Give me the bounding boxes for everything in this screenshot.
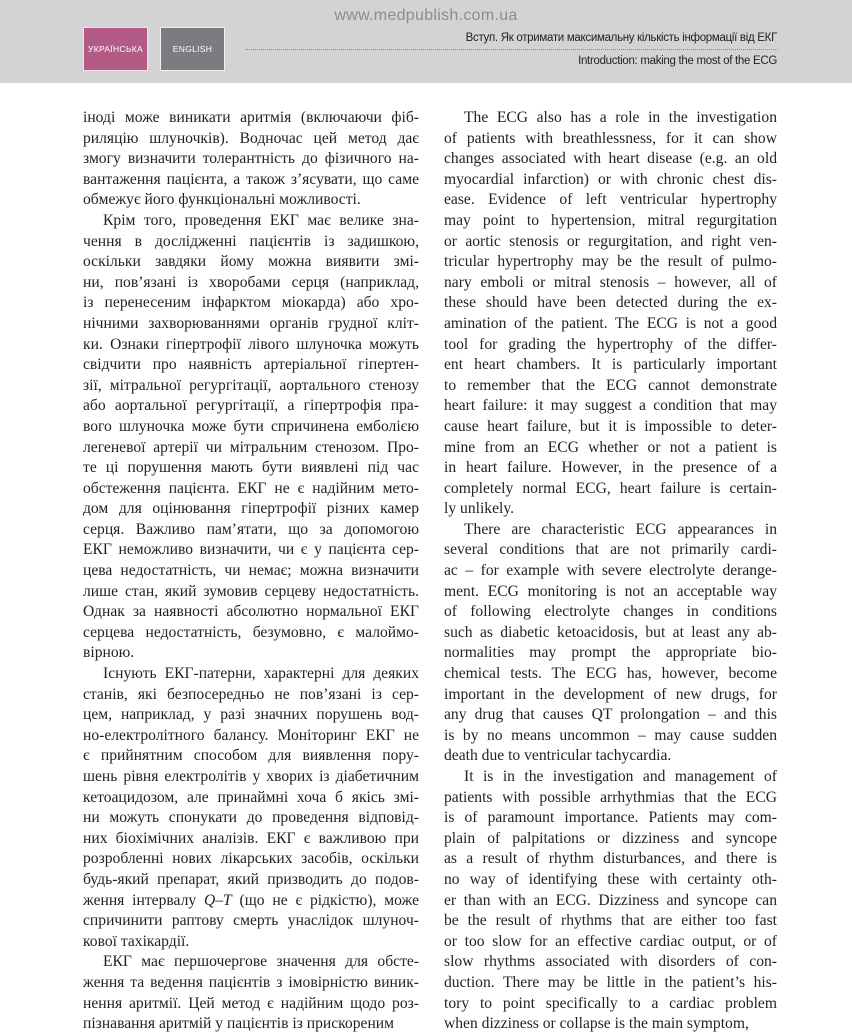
text-line: є прийнятним способом для виявлення пору- xyxy=(83,747,419,765)
text-line: be the result of rhythms that are either too fast xyxy=(444,912,777,930)
text-line: ease. Evidence of left ventricular hypertrophy xyxy=(444,191,777,209)
text-line: ки. Ознаки гіпертрофії лівого шлуночка можуть xyxy=(83,335,419,353)
text-line: оскільки завдяки йому можна виявити змі- xyxy=(83,253,419,271)
text-line: no way of identifying these with certainty oth- xyxy=(444,870,777,888)
text-line: спричинити раптову смерть унаслідок шлуноч- xyxy=(83,912,419,930)
text-line: these should have been detected during the ex- xyxy=(444,294,777,312)
text-line: normalities may prompt the appropriate bio- xyxy=(444,644,777,662)
text-line: вірною. xyxy=(83,644,135,662)
text-line: is of paramount importance. Patients may com- xyxy=(444,809,777,827)
text-line: нення аритмії. Цей метод є надійним щодо роз- xyxy=(83,994,419,1012)
text-line: important in the development of new drugs, for xyxy=(444,685,777,703)
text-line: шень рівня електролітів у хворих із діабетичним xyxy=(83,768,419,785)
language-button-english[interactable]: ENGLISH xyxy=(160,27,225,71)
text-line: ження інтервалу Q–T (що не є рідкістю), може xyxy=(83,891,419,909)
text-line: них біохімічних аналізів. ЕКГ є важливою при xyxy=(83,829,419,847)
text-line: ent heart chambers. It is particularly important xyxy=(444,356,777,374)
text-line: of following electrolyte changes in conditions xyxy=(444,603,777,621)
text-line: or too slow for an effective cardiac output, or of xyxy=(444,932,777,950)
text-line: as a result of rhythm disturbances, and there is xyxy=(444,850,777,868)
text-line: changes associated with heart disease (e.g. an old xyxy=(444,150,777,168)
text-line: to remember that the ECG cannot demonstrate xyxy=(444,376,777,394)
english-text-column xyxy=(444,108,777,1035)
text-line: кетоацидозом, але принаймні хоча б якісь змі- xyxy=(83,788,419,806)
text-line: серця. Важливо пам’ятати, що за допомогою xyxy=(83,520,419,538)
text-line: ни можуть спонукати до проведення відповід- xyxy=(83,809,419,827)
text-line: completely normal ECG, heart failure is certain- xyxy=(444,479,777,497)
page-header xyxy=(0,0,852,83)
text-line: tory to point specifically to a cardiac problem xyxy=(444,994,777,1012)
text-line: чення в дослідженні пацієнтів із задишкою, xyxy=(83,232,419,250)
text-line: amination of the patient. The ECG is not a good xyxy=(444,314,777,332)
text-line: обстеження пацієнта. ЕКГ не є надійним мето- xyxy=(83,479,419,497)
text-line: ЕКГ неможливо визначити, чи є у пацієнта сер- xyxy=(83,541,419,559)
text-line: серцева недостатність, безумовно, є малоймо- xyxy=(83,623,419,641)
text-line: heart failure: it may suggest a condition that may xyxy=(444,397,777,415)
text-line: such as diabetic ketoacidosis, but at least any ab- xyxy=(444,623,777,641)
text-line: nary emboli or mitral stenosis – however, all of xyxy=(444,273,777,291)
text-line: те ці порушення мають бути виявлені під час xyxy=(83,459,419,477)
text-line: plain of palpitations or dizziness and syncope xyxy=(444,829,777,847)
text-line: death due to ventricular tachycardia. xyxy=(444,747,672,765)
text-line: patients with possible arrhythmias that the ECG xyxy=(444,788,777,806)
text-line: із перенесеним інфарктом міокарда) або хро- xyxy=(83,294,419,312)
language-button-ukrainian[interactable]: УКРАЇНСЬКА xyxy=(83,27,148,71)
text-line: tool for grading the hypertrophy of the differ- xyxy=(444,335,777,353)
text-line: зії, мітральної регургітації, аортального стенозу xyxy=(83,376,419,394)
chapter-title-ukrainian: Вступ. Як отримати максимальну кількість інформації від ЕКГ xyxy=(465,32,777,44)
text-line: may point to hypertension, mitral regurgitation xyxy=(444,211,777,229)
text-line: tricular hypertrophy may be the result of pulmo- xyxy=(444,253,777,271)
text-line: свідчити про наявність артеріальної гіпертен- xyxy=(83,356,419,374)
text-line: Крім того, проведення ЕКГ має велике зна- xyxy=(103,211,419,229)
text-line: myocardial infarction) or with chronic chest dis- xyxy=(444,170,777,188)
text-line: is by no means uncommon – may cause sudden xyxy=(444,726,777,744)
text-line: It is in the investigation and management of xyxy=(464,768,777,785)
header-divider xyxy=(246,49,778,50)
text-line: іноді може виникати аритмія (включаючи фіб- xyxy=(83,109,419,126)
text-line: ac – for example with severe electrolyte derange- xyxy=(444,562,777,580)
text-line: chemical tests. The ECG has, however, become xyxy=(444,665,777,683)
text-line: ження та ведення пацієнтів з імовірністю виник- xyxy=(83,973,419,991)
text-line: in heart failure. However, in the presence of a xyxy=(444,459,777,477)
text-line: пізнавання аритмій у пацієнтів із прискореним xyxy=(83,1015,395,1033)
text-line: нічними захворюваннями органів грудної кліт- xyxy=(83,314,419,332)
text-line: of patients with breathlessness, for it can show xyxy=(444,129,777,147)
qt-interval-italic: Q–T xyxy=(204,891,232,909)
site-url[interactable]: www.medpublish.com.ua xyxy=(334,7,518,24)
ukrainian-text-column xyxy=(83,108,419,1035)
text-line: The ECG also has a role in the investigation xyxy=(464,109,777,126)
text-line: ly unlikely. xyxy=(444,500,515,518)
text-line: er than with an ECG. Dizziness and syncope can xyxy=(444,891,777,909)
text-line: розробленні нових лікарських засобів, оскільки xyxy=(83,850,419,868)
text-line: лише стан, який зумовив серцеву недостатність. xyxy=(83,582,419,600)
text-line: when dizziness or collapse is the main symptom, xyxy=(444,1015,749,1033)
text-line: риляцію шлуночків). Водночас цей метод дає xyxy=(83,129,419,147)
text-line: several conditions that are not primarily cardi- xyxy=(444,541,777,559)
text-line: або аортальної регургітації, а гіпертрофія пра- xyxy=(83,397,419,415)
text-line: cause heart failure, but it is impossible to deter- xyxy=(444,417,777,435)
chapter-title-english: Introduction: making the most of the ECG xyxy=(578,55,777,67)
text-line: будь-який препарат, який призводить до подов- xyxy=(83,870,419,888)
text-line: дом для оцінювання гіпертрофії різних камер xyxy=(83,500,419,518)
text-line: вого шлуночка може бути спричинена емболією xyxy=(83,417,419,435)
text-line: вантаження пацієнта, а також з’ясувати, що саме xyxy=(83,170,419,188)
text-line: цева недостатність, чи немає; можна визначити xyxy=(83,562,419,580)
text-line: ment. ECG monitoring is not an acceptable way xyxy=(444,582,777,600)
text-line: Однак за наявності абсолютно нормальної ЕКГ xyxy=(83,603,419,621)
text-line: но-електролітного балансу. Моніторинг ЕКГ не xyxy=(83,726,419,744)
text-line: змогу визначити толерантність до фізичного на- xyxy=(83,150,419,168)
text-line: duction. There may be little in the patient’s his- xyxy=(444,973,777,991)
text-line: станів, які безпосередньо не пов’язані із сер- xyxy=(83,685,419,703)
text-line: ЕКГ має першочергове значення для обсте- xyxy=(103,953,419,971)
text-line: any drug that causes QT prolongation – and this xyxy=(444,706,777,724)
text-line: slow rhythms associated with disorders of con- xyxy=(444,953,777,971)
text-line: Існують ЕКГ-патерни, характерні для деяких xyxy=(103,665,419,683)
text-line: обмежує його функціональні можливості. xyxy=(83,191,361,209)
text-line: цем, наприклад, у разі значних порушень вод- xyxy=(83,706,419,724)
text-line: There are characteristic ECG appearances in xyxy=(464,520,777,538)
text-line: ни, пов’язані із хворобами серця (наприклад, xyxy=(83,273,419,291)
text-line: кової тахікардії. xyxy=(83,932,190,950)
text-line: or aortic stenosis or regurgitation, and right ven- xyxy=(444,232,777,250)
text-line: легеневої артерії чи мітральним стенозом. Про- xyxy=(83,438,419,456)
text-line: mine from an ECG whether or not a patient is xyxy=(444,438,777,456)
